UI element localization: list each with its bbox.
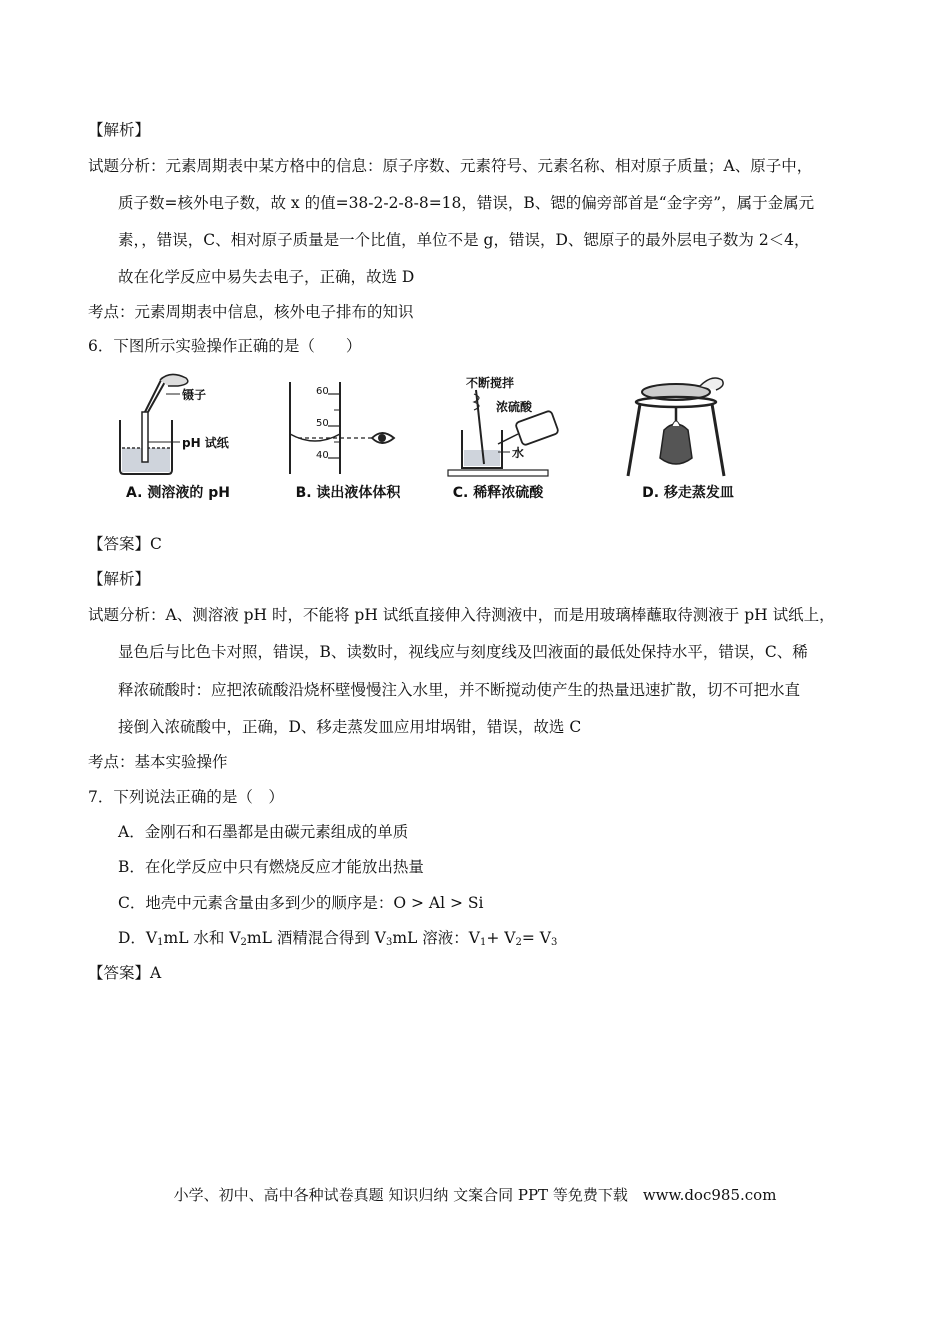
figure-a-caption: A. 测溶液的 pH bbox=[126, 485, 230, 501]
figure-a bbox=[108, 372, 268, 512]
q5-analysis-tag: 【解析】 bbox=[88, 121, 151, 139]
q6-analysis-line-4: 接倒入浓硫酸中，正确，D、移走蒸发皿应用坩埚钳，错误，故选 C bbox=[118, 718, 582, 736]
figure-d-caption: D. 移走蒸发皿 bbox=[642, 485, 734, 501]
q6-analysis-line-2: 显色后与比色卡对照，错误，B、读数时，视线应与刻度线及凹液面的最低处保持水平，错误，C、稀 bbox=[118, 643, 808, 661]
q5-kaodian: 考点：元素周期表中信息，核外电子排布的知识 bbox=[88, 303, 414, 321]
q5-analysis-line-2: 质子数=核外电子数，故 x 的值=38-2-2-8-8=18，错误，B、锶的偏旁部首是“金字旁”，属于金属元 bbox=[118, 194, 815, 212]
q7-answer: 【答案】A bbox=[88, 964, 162, 982]
figure-b-tick-60: 60 bbox=[316, 386, 329, 397]
q7-option-d-prefix: D．V bbox=[118, 929, 158, 947]
figure-c-caption: C. 稀释浓硫酸 bbox=[452, 485, 544, 501]
q7-option-d-text-1: mL 水和 V bbox=[163, 929, 241, 947]
q7-option-d-text-2: mL 酒精混合得到 V bbox=[246, 929, 386, 947]
q6-analysis-line-3: 释浓硫酸时：应把浓硫酸沿烧杯壁慢慢注入水里，并不断搅动使产生的热量迅速扩散，切不可把水直 bbox=[118, 681, 801, 699]
q7-option-d-sub-2: 2 bbox=[240, 937, 247, 948]
q5-analysis-line-1: 试题分析：元素周期表中某方格中的信息：原子序数、元素符号、元素名称、相对原子质量；A、原子中， bbox=[88, 157, 813, 175]
q6-question: 6．下图所示实验操作正确的是（ ） bbox=[88, 337, 362, 355]
figure-b-tick-40: 40 bbox=[316, 450, 329, 461]
q7-option-a: A．金刚石和石墨都是由碳元素组成的单质 bbox=[118, 823, 409, 841]
q7-option-d-text-4: + V bbox=[486, 929, 516, 947]
page-footer: 小学、初中、高中各种试卷真题 知识归纳 文案合同 PPT 等免费下载 www.doc985.com bbox=[173, 1186, 777, 1204]
figure-c-label-water: 水 bbox=[512, 446, 525, 460]
figure-b bbox=[268, 372, 428, 512]
q7-question: 7．下列说法正确的是（ ） bbox=[88, 788, 284, 806]
figure-c-drawing bbox=[438, 372, 598, 482]
q7-option-d-sub-3: 3 bbox=[385, 937, 393, 948]
q7-option-d-text-3: mL 溶液：V bbox=[392, 929, 480, 947]
figure-c bbox=[438, 372, 598, 512]
q5-analysis-line-3: 素，，错误，C、相对原子质量是一个比值，单位不是 g，错误，D、锶原子的最外层电子数为 2＜4， bbox=[118, 231, 810, 249]
q7-option-d-sub-6: 3 bbox=[550, 937, 558, 948]
q7-option-c: C．地壳中元素含量由多到少的顺序是：O > Al > Si bbox=[118, 894, 484, 912]
q6-kaodian: 考点：基本实验操作 bbox=[88, 753, 228, 771]
figure-c-label-acid: 浓硫酸 bbox=[496, 400, 533, 414]
figure-d bbox=[608, 372, 768, 512]
q7-option-d-sub-4: 1 bbox=[479, 937, 487, 948]
q7-option-d-text-5: = V bbox=[521, 929, 551, 947]
q6-analysis-tag: 【解析】 bbox=[88, 570, 151, 588]
figure-c-label-stir: 不断搅拌 bbox=[466, 376, 515, 390]
figure-b-drawing bbox=[268, 372, 428, 482]
q6-answer: 【答案】C bbox=[88, 535, 162, 553]
q7-option-d bbox=[118, 928, 557, 953]
figure-d-drawing bbox=[608, 372, 768, 482]
q7-option-b: B．在化学反应中只有燃烧反应才能放出热量 bbox=[118, 858, 424, 876]
q7-option-d-sub-1: 1 bbox=[157, 937, 164, 948]
q5-analysis-line-4: 故在化学反应中易失去电子，正确，故选 D bbox=[118, 268, 415, 286]
figure-b-caption: B. 读出液体体积 bbox=[295, 485, 401, 501]
figure-a-label-tweezers: 镊子 bbox=[182, 388, 207, 402]
figure-a-label-ph-paper: pH 试纸 bbox=[182, 436, 229, 450]
q6-figure-row bbox=[108, 372, 808, 512]
q7-option-d-sub-5: 2 bbox=[515, 937, 522, 948]
q6-analysis-line-1: 试题分析：A、测溶液 pH 时，不能将 pH 试纸直接伸入待测液中，而是用玻璃棒蘸取待测液于 pH 试纸上， bbox=[88, 606, 835, 624]
figure-b-tick-50: 50 bbox=[316, 418, 329, 429]
